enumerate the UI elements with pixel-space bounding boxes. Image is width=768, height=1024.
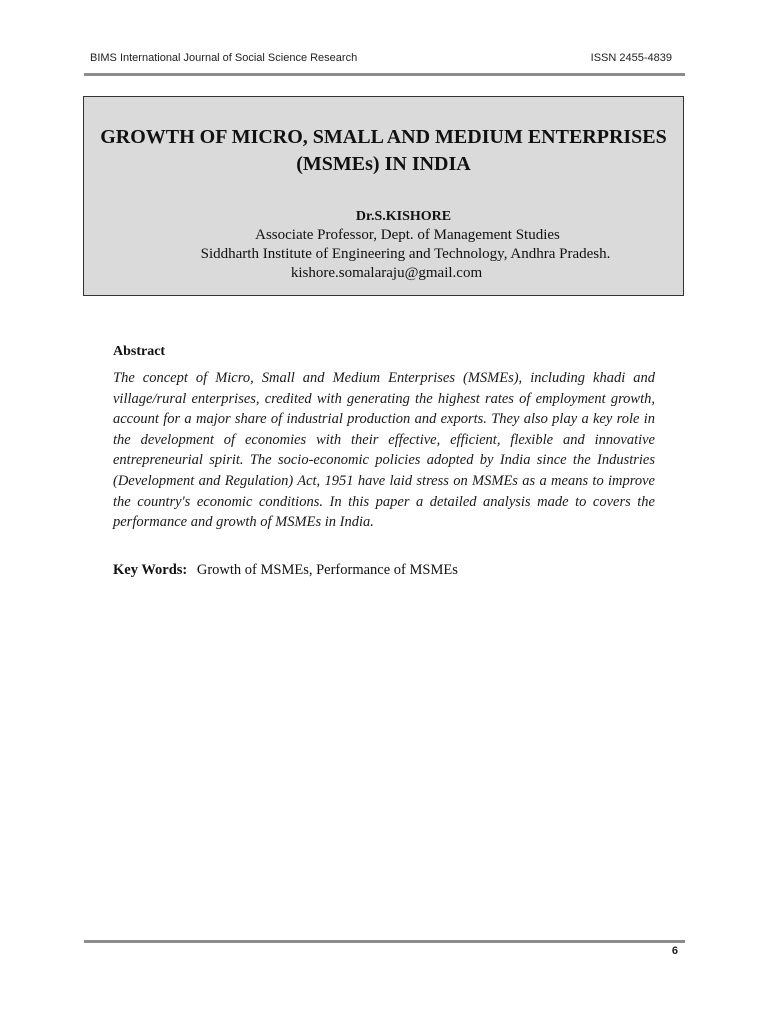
keywords-value: Growth of MSMEs, Performance of MSMEs	[196, 562, 458, 578]
author-block	[84, 207, 683, 283]
page-number: 6	[671, 945, 678, 957]
author-email: kishore.somalaraju@gmail.com	[290, 265, 483, 281]
author-institution: Siddharth Institute of Engineering and Technology, Andhra Pradesh.	[200, 246, 611, 262]
issn-number: ISSN 2455-4839	[590, 52, 672, 64]
footer-rule	[84, 940, 685, 943]
journal-name: BIMS International Journal of Social Science Research	[90, 52, 358, 64]
author-role: Associate Professor, Dept. of Management Studies	[255, 227, 560, 243]
abstract-heading: Abstract	[113, 344, 166, 359]
paper-title-line-2: (MSMEs) IN INDIA	[296, 153, 471, 175]
running-header	[90, 52, 672, 68]
paper-title	[84, 124, 683, 178]
keywords	[113, 562, 458, 579]
title-box	[83, 96, 684, 296]
header-rule	[84, 73, 685, 76]
abstract-text: The concept of Micro, Small and Medium Enterprises (MSMEs), including khadi and village/rural enterprises, credited with generating the highest rates of employment growth, account for a major share of industrial production and exports. They also play a key role in the development of economies with their effective, efficient, flexible and innovative entrepreneurial spirit. The socio-economic policies adopted by India since the Industries (Development and Regulation) Act, 1951 have laid stress on MSMEs as a means to improve the country's economic conditions. In this paper a detailed analysis made to covers the performance and growth of MSMEs in India.	[113, 370, 655, 531]
author-name: Dr.S.KISHORE	[355, 209, 452, 224]
paper-title-line-1: GROWTH OF MICRO, SMALL AND MEDIUM ENTERPRISES	[100, 126, 667, 148]
keywords-label: Key Words:	[113, 562, 188, 578]
